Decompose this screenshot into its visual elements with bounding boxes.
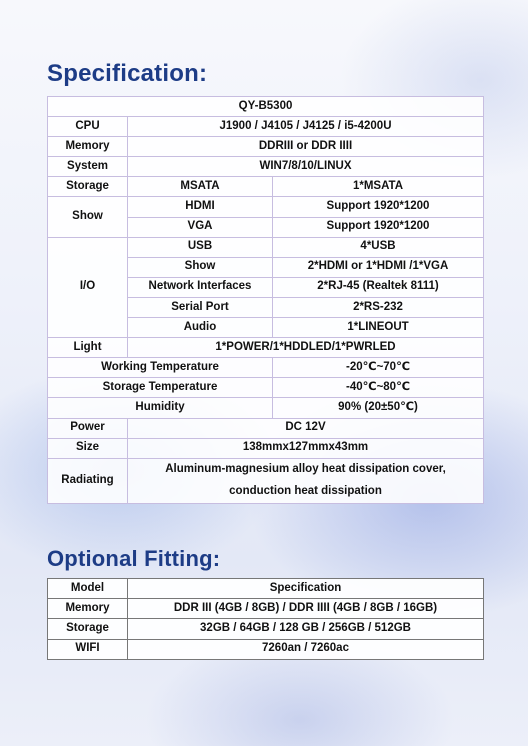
io-usb-value: 4*USB xyxy=(273,237,484,257)
table-row xyxy=(48,358,484,378)
memory-label: Memory xyxy=(48,137,128,157)
storage-value: 1*MSATA xyxy=(273,177,484,197)
optional-wifi-value: 7260an / 7260ac xyxy=(128,639,484,659)
optional-storage-value: 32GB / 64GB / 128 GB / 256GB / 512GB xyxy=(128,619,484,639)
table-row xyxy=(48,197,484,217)
io-show-label: Show xyxy=(128,257,273,277)
model-name: QY-B5300 xyxy=(48,97,484,117)
table-row xyxy=(48,639,484,659)
storage-temperature-label: Storage Temperature xyxy=(48,378,273,398)
optional-wifi-label: WIFI xyxy=(48,639,128,659)
header-model: Model xyxy=(48,579,128,599)
power-label: Power xyxy=(48,418,128,438)
size-label: Size xyxy=(48,438,128,458)
system-value: WIN7/8/10/LINUX xyxy=(128,157,484,177)
cpu-label: CPU xyxy=(48,117,128,137)
optional-fitting-table xyxy=(47,578,484,660)
storage-temperature-value: -40℃~80℃ xyxy=(273,378,484,398)
io-network-label: Network Interfaces xyxy=(128,277,273,297)
optional-fitting-title: Optional Fitting: xyxy=(47,546,221,571)
table-row xyxy=(48,338,484,358)
table-row xyxy=(48,398,484,418)
specification-title: Specification: xyxy=(47,60,208,87)
light-label: Light xyxy=(48,338,128,358)
system-label: System xyxy=(48,157,128,177)
cpu-value: J1900 / J4105 / J4125 / i5-4200U xyxy=(128,117,484,137)
io-audio-value: 1*LINEOUT xyxy=(273,318,484,338)
table-row xyxy=(48,438,484,458)
memory-value: DDRIII or DDR IIII xyxy=(128,137,484,157)
optional-memory-label: Memory xyxy=(48,599,128,619)
humidity-value: 90% (20±50℃) xyxy=(273,398,484,418)
specification-table xyxy=(47,96,484,504)
show-vga-label: VGA xyxy=(128,217,273,237)
io-serial-label: Serial Port xyxy=(128,297,273,317)
header-specification: Specification xyxy=(128,579,484,599)
radiating-label: Radiating xyxy=(48,458,128,503)
io-label: I/O xyxy=(48,237,128,337)
table-row xyxy=(48,97,484,117)
table-row xyxy=(48,157,484,177)
table-row xyxy=(48,418,484,438)
io-usb-label: USB xyxy=(128,237,273,257)
table-row xyxy=(48,599,484,619)
radiating-value xyxy=(128,458,484,503)
radiating-line-2: conduction heat dissipation xyxy=(229,484,382,497)
table-row xyxy=(48,237,484,257)
show-label: Show xyxy=(48,197,128,237)
storage-sub: MSATA xyxy=(128,177,273,197)
table-row xyxy=(48,137,484,157)
table-row xyxy=(48,579,484,599)
table-row xyxy=(48,117,484,137)
humidity-label: Humidity xyxy=(48,398,273,418)
storage-label: Storage xyxy=(48,177,128,197)
table-row xyxy=(48,619,484,639)
working-temperature-value: -20℃~70℃ xyxy=(273,358,484,378)
table-row xyxy=(48,378,484,398)
show-vga-value: Support 1920*1200 xyxy=(273,217,484,237)
radiating-line-1: Aluminum-magnesium alloy heat dissipation cover, xyxy=(165,463,446,476)
table-row xyxy=(48,177,484,197)
io-serial-value: 2*RS-232 xyxy=(273,297,484,317)
show-hdmi-label: HDMI xyxy=(128,197,273,217)
io-show-value: 2*HDMI or 1*HDMI /1*VGA xyxy=(273,257,484,277)
optional-storage-label: Storage xyxy=(48,619,128,639)
io-audio-label: Audio xyxy=(128,318,273,338)
working-temperature-label: Working Temperature xyxy=(48,358,273,378)
optional-memory-value: DDR III (4GB / 8GB) / DDR IIII (4GB / 8GB / 16GB) xyxy=(128,599,484,619)
light-value: 1*POWER/1*HDDLED/1*PWRLED xyxy=(128,338,484,358)
show-hdmi-value: Support 1920*1200 xyxy=(273,197,484,217)
io-network-value: 2*RJ-45 (Realtek 8111) xyxy=(273,277,484,297)
table-row xyxy=(48,458,484,503)
power-value: DC 12V xyxy=(128,418,484,438)
size-value: 138mmx127mmx43mm xyxy=(128,438,484,458)
